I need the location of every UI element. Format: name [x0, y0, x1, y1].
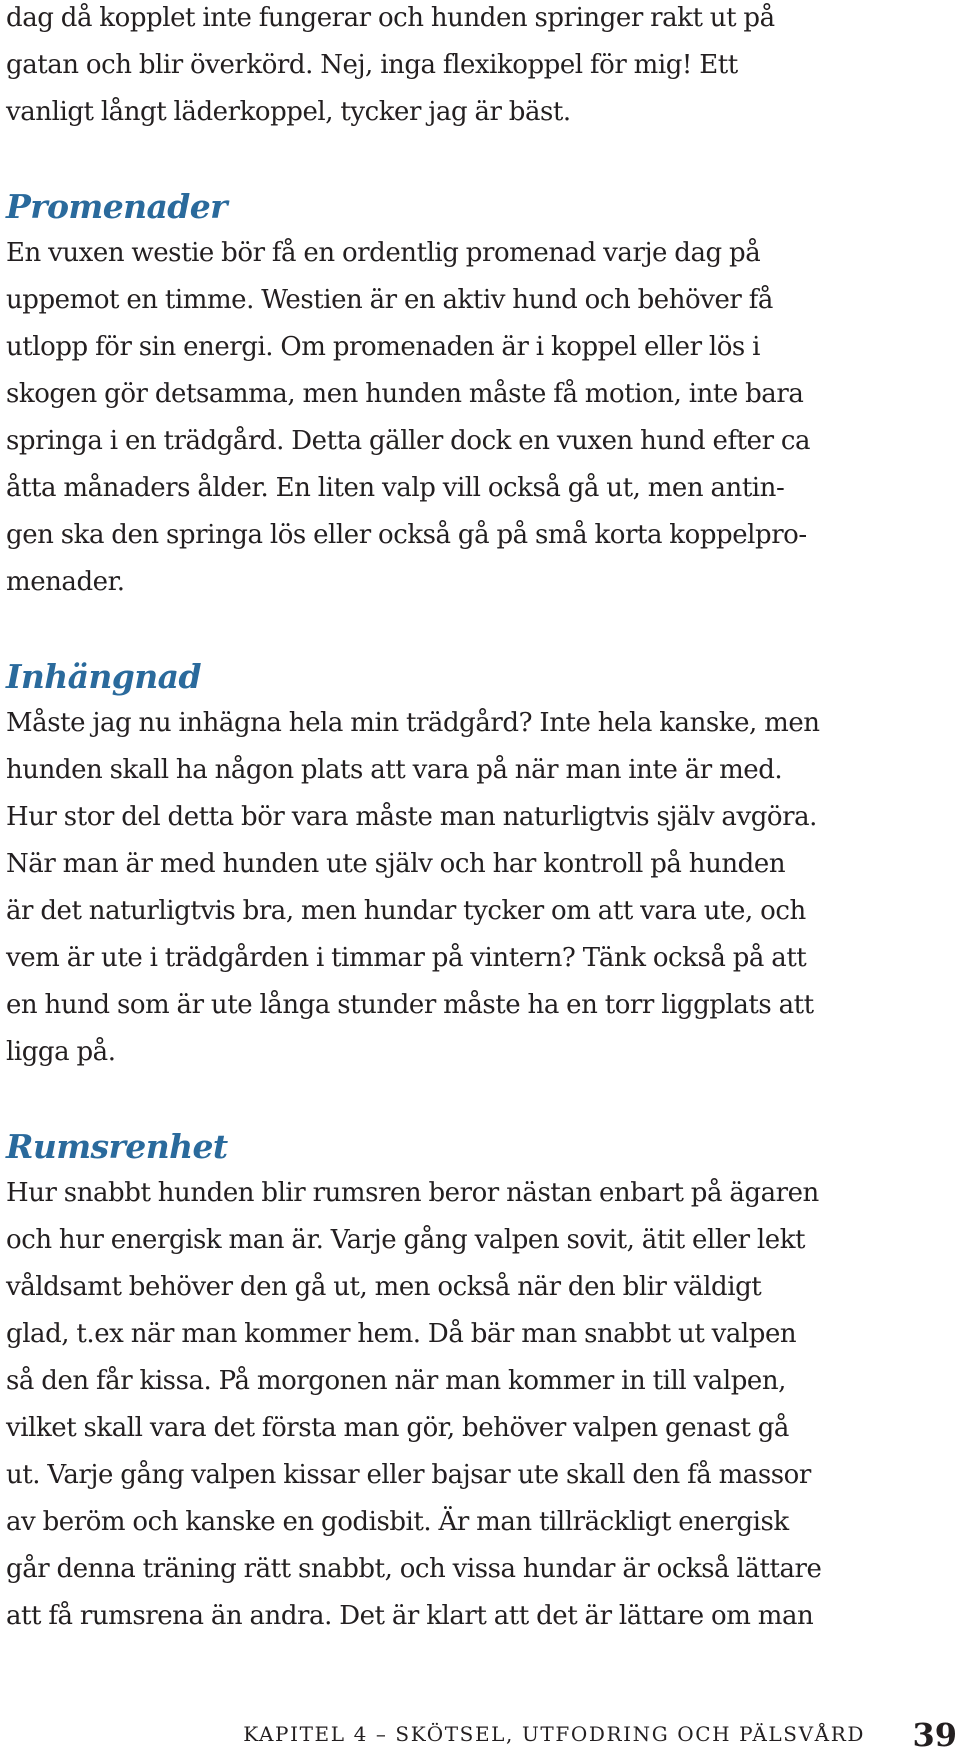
text-line: menader.	[6, 567, 125, 597]
text-line: går denna träning rätt snabbt, och vissa hundar är också lättare	[6, 1554, 822, 1584]
section-heading-inhangnad: Inhängnad	[6, 657, 201, 696]
text-line: gen ska den springa lös eller också gå på små korta koppelpro-	[6, 520, 807, 550]
text-line: En vuxen westie bör få en ordentlig promenad varje dag på	[6, 238, 761, 268]
text-line: så den får kissa. På morgonen när man kommer in till valpen,	[6, 1366, 786, 1396]
section-heading-promenader: Promenader	[6, 187, 227, 226]
text-line: vilket skall vara det första man gör, behöver valpen genast gå	[6, 1413, 789, 1443]
page-footer	[0, 1716, 960, 1758]
text-line: en hund som är ute långa stunder måste ha en torr liggplats att	[6, 990, 814, 1020]
text-line: ut. Varje gång valpen kissar eller bajsar ute skall den få massor	[6, 1460, 811, 1490]
text-line: är det naturligtvis bra, men hundar tycker om att vara ute, och	[6, 896, 806, 926]
intro-paragraph	[6, 0, 871, 136]
text-line: hunden skall ha någon plats att vara på när man inte är med.	[6, 755, 783, 785]
section-paragraph-inhangnad	[6, 700, 871, 1076]
text-line: ligga på.	[6, 1037, 116, 1067]
text-line: vanligt långt läderkoppel, tycker jag är bäst.	[6, 97, 571, 127]
text-line: åtta månaders ålder. En liten valp vill också gå ut, men antin-	[6, 473, 785, 503]
text-line: vem är ute i trädgården i timmar på vintern? Tänk också på att	[6, 943, 807, 973]
text-line: av beröm och kanske en godisbit. Är man tillräckligt energisk	[6, 1507, 789, 1537]
text-line: Hur stor del detta bör vara måste man naturligtvis själv avgöra.	[6, 802, 817, 832]
text-line: Hur snabbt hunden blir rumsren beror nästan enbart på ägaren	[6, 1178, 819, 1208]
section-gap	[6, 606, 871, 653]
text-line: springa i en trädgård. Detta gäller dock en vuxen hund efter ca	[6, 426, 811, 456]
page-number: 39	[912, 1716, 957, 1754]
section-heading-rumsrenhet: Rumsrenhet	[6, 1127, 228, 1166]
section-gap	[6, 1076, 871, 1123]
text-line: uppemot en timme. Westien är en aktiv hund och behöver få	[6, 285, 773, 315]
text-line: När man är med hunden ute själv och har kontroll på hunden	[6, 849, 786, 879]
running-head: KAPITEL 4 – SKÖTSEL, UTFODRING OCH PÄLSVÅRD	[243, 1722, 865, 1746]
text-line: gatan och blir överkörd. Nej, inga flexikoppel för mig! Ett	[6, 50, 738, 80]
section-paragraph-rumsrenhet	[6, 1170, 871, 1640]
text-line: utlopp för sin energi. Om promenaden är i koppel eller lös i	[6, 332, 761, 362]
text-line: att få rumsrena än andra. Det är klart att det är lättare om man	[6, 1601, 814, 1631]
text-line: dag då kopplet inte fungerar och hunden springer rakt ut på	[6, 3, 775, 33]
text-line: våldsamt behöver den gå ut, men också när den blir väldigt	[6, 1272, 762, 1302]
text-line: skogen gör detsamma, men hunden måste få motion, inte bara	[6, 379, 804, 409]
text-line: Måste jag nu inhägna hela min trädgård? Inte hela kanske, men	[6, 708, 820, 738]
text-line: och hur energisk man är. Varje gång valpen sovit, ätit eller lekt	[6, 1225, 806, 1255]
section-paragraph-promenader	[6, 230, 871, 606]
text-column	[6, 0, 871, 1640]
text-line: glad, t.ex när man kommer hem. Då bär man snabbt ut valpen	[6, 1319, 797, 1349]
section-gap	[6, 136, 871, 183]
